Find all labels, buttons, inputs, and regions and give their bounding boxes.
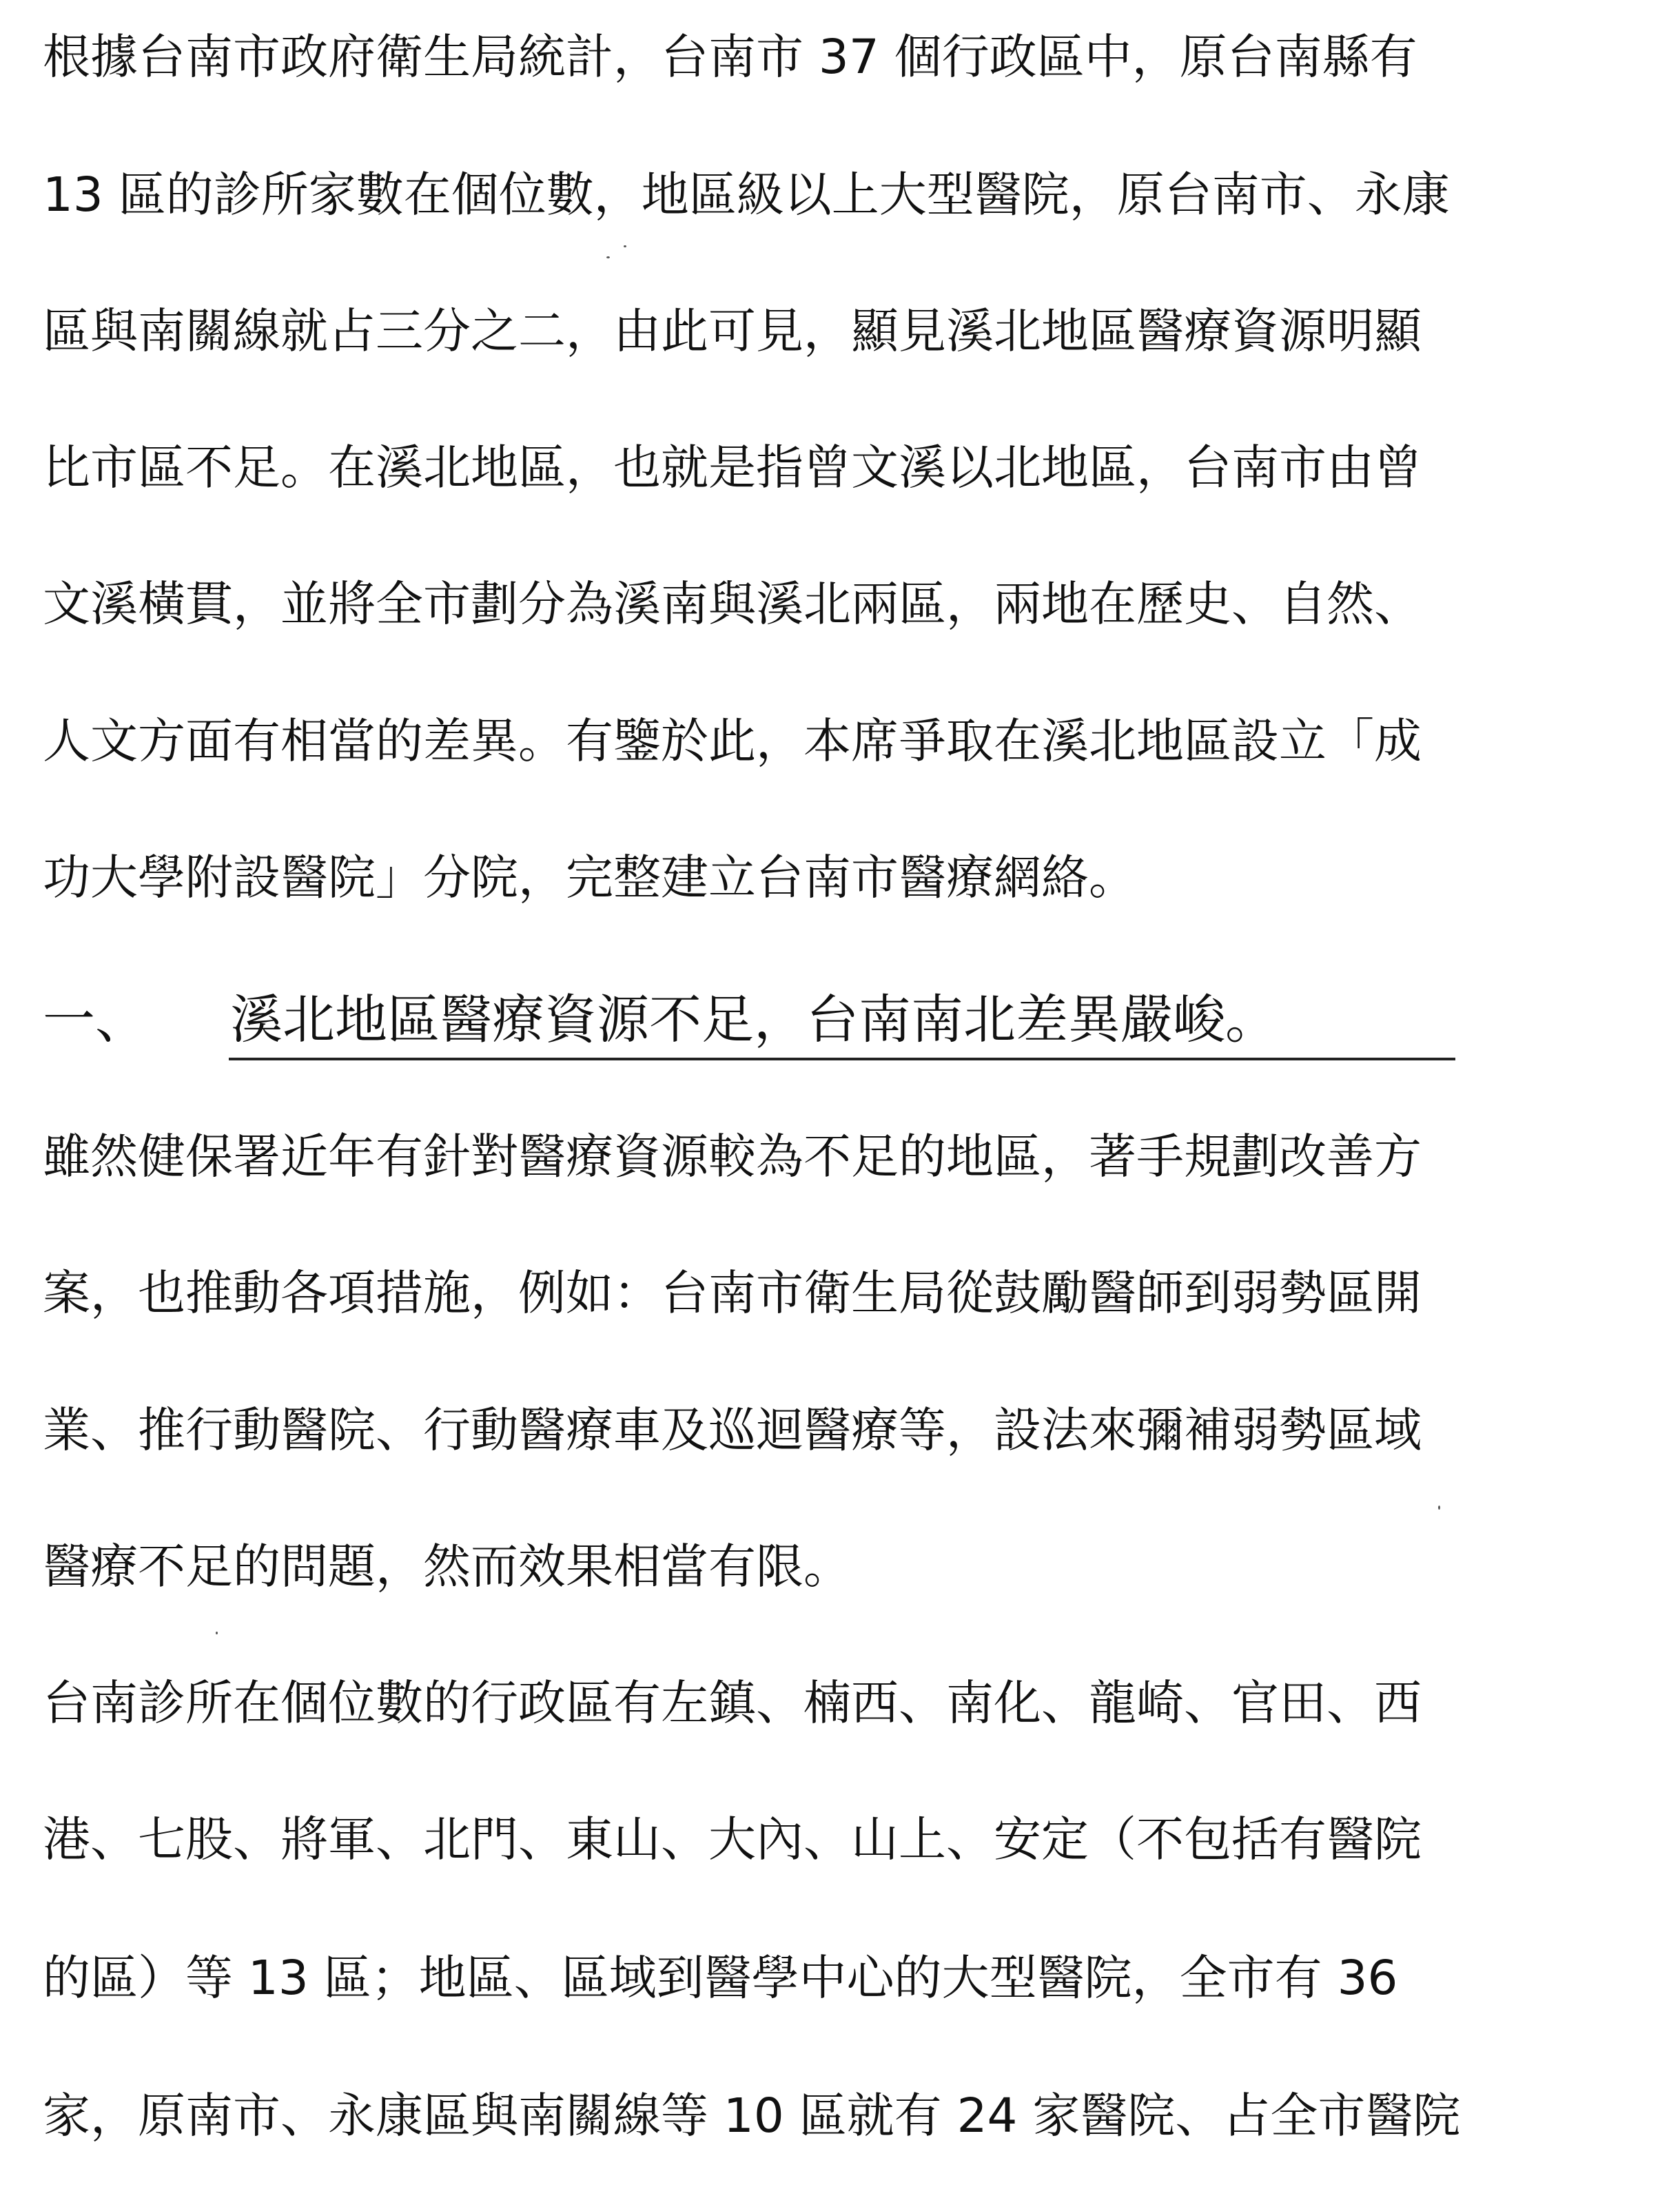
paragraph-2-line: 業、推行動醫院、行動醫療車及巡迴醫療等，設法來彌補弱勢區域 bbox=[43, 1403, 1422, 1458]
paragraph-3-line: 的區）等 13 區；地區、區域到醫學中心的大型醫院，全市有 36 bbox=[43, 1951, 1398, 2006]
paragraph-1-line: 區與南關線就占三分之二，由此可見，顯見溪北地區醫療資源明顯 bbox=[43, 304, 1422, 359]
section-number: 一、 bbox=[43, 989, 147, 1050]
scan-speck bbox=[606, 256, 610, 258]
paragraph-1-line: 比市區不足。在溪北地區，也就是指曾文溪以北地區，台南市由曾 bbox=[43, 440, 1422, 495]
paragraph-2-line: 雖然健保署近年有針對醫療資源較為不足的地區，著手規劃改善方 bbox=[43, 1129, 1422, 1184]
paragraph-1-line: 功大學附設醫院」分院，完整建立台南市醫療網絡。 bbox=[43, 850, 1136, 905]
paragraph-1-line: 根據台南市政府衛生局統計，台南市 37 個行政區中，原台南縣有 bbox=[43, 30, 1417, 85]
scan-speck bbox=[1438, 1506, 1440, 1510]
paragraph-2-line: 案，也推動各項措施，例如：台南市衛生局從鼓勵醫師到弱勢區開 bbox=[43, 1266, 1422, 1321]
section-title: 溪北地區醫療資源不足，台南南北差異嚴峻。 bbox=[230, 989, 1278, 1050]
paragraph-1-line: 人文方面有相當的差異。有鑒於此，本席爭取在溪北地區設立「成 bbox=[43, 714, 1422, 769]
heading-underline bbox=[229, 1058, 1455, 1060]
paragraph-1-line: 文溪橫貫，並將全市劃分為溪南與溪北兩區，兩地在歷史、自然、 bbox=[43, 577, 1422, 632]
paragraph-3-line: 台南診所在個位數的行政區有左鎮、楠西、南化、龍崎、官田、西 bbox=[43, 1676, 1422, 1731]
paragraph-3-line: 港、七股、將軍、北門、東山、大內、山上、安定（不包括有醫院 bbox=[43, 1812, 1422, 1867]
scan-speck bbox=[216, 1632, 218, 1634]
paragraph-2-line: 醫療不足的問題，然而效果相當有限。 bbox=[43, 1539, 851, 1594]
paragraph-1-line: 13 區的診所家數在個位數，地區級以上大型醫院，原台南市、永康 bbox=[43, 167, 1450, 223]
paragraph-3-line: 家，原南市、永康區與南關線等 10 區就有 24 家醫院、占全市醫院 bbox=[43, 2088, 1461, 2144]
scan-speck bbox=[624, 245, 626, 247]
section-heading bbox=[43, 987, 1278, 1053]
